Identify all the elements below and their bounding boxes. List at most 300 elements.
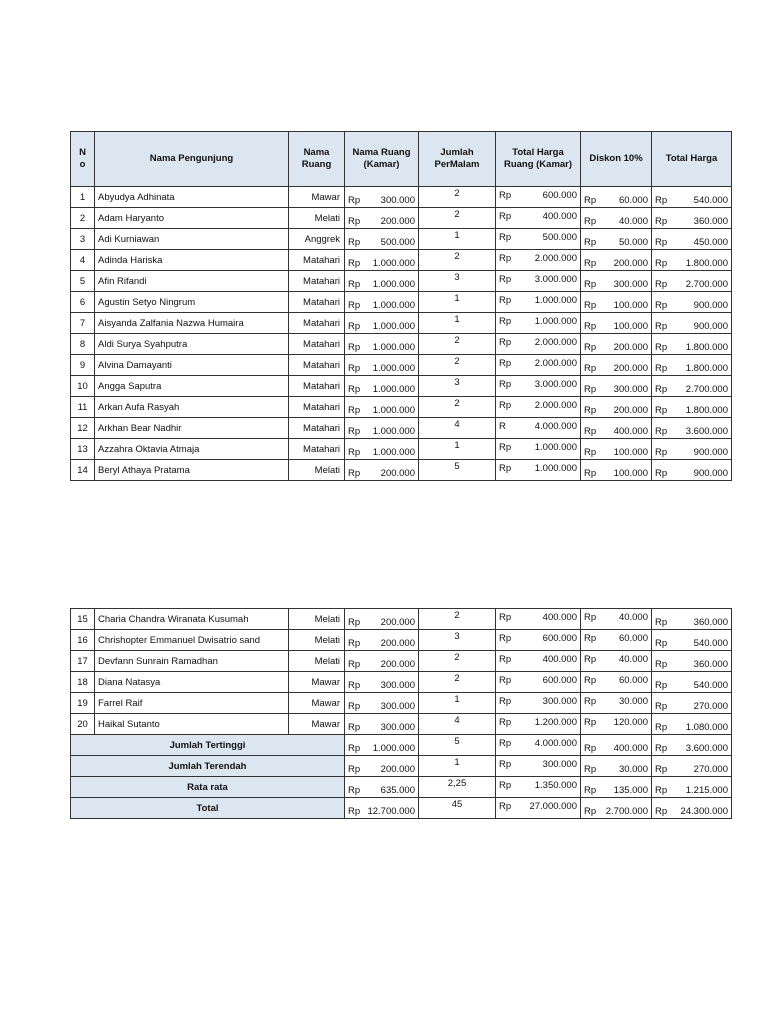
row-number: 5 xyxy=(71,271,95,292)
room-name: Mawar xyxy=(289,693,345,714)
currency-label: Rp xyxy=(655,617,668,628)
room-total xyxy=(496,271,581,292)
amount-value: 1.000.000 xyxy=(372,405,415,416)
currency-label: Rp xyxy=(348,722,361,733)
currency-label: Rp xyxy=(584,342,597,353)
summary-price xyxy=(345,798,419,819)
amount-value: 60.000 xyxy=(618,633,648,644)
amount-value: 360.000 xyxy=(693,617,728,628)
nights-value: 1 xyxy=(454,230,460,241)
currency-label: Rp xyxy=(348,321,361,332)
currency-label: Rp xyxy=(655,237,668,248)
currency-label: Rp xyxy=(348,659,361,670)
discount-amount xyxy=(581,397,652,418)
discount-amount xyxy=(581,271,652,292)
amount-value: 400.000 xyxy=(613,743,648,754)
grand-total xyxy=(652,355,732,376)
amount-value: 270.000 xyxy=(693,764,728,775)
summary-label: Total xyxy=(71,798,345,819)
currency-label: Rp xyxy=(499,801,512,812)
amount-value: 600.000 xyxy=(542,633,577,644)
amount-value: 270.000 xyxy=(693,701,728,712)
currency-label: Rp xyxy=(499,232,512,243)
discount-amount xyxy=(581,439,652,460)
currency-label: Rp xyxy=(655,300,668,311)
room-price xyxy=(345,334,419,355)
amount-value: 100.000 xyxy=(613,447,648,458)
summary-total xyxy=(496,777,581,798)
currency-label: Rp xyxy=(655,405,668,416)
summary-nights-value: 2,25 xyxy=(447,778,467,789)
room-name: Matahari xyxy=(289,250,345,271)
currency-label: Rp xyxy=(348,680,361,691)
currency-label: Rp xyxy=(584,237,597,248)
table-row xyxy=(71,313,732,334)
nights-count xyxy=(419,693,496,714)
room-price xyxy=(345,418,419,439)
table-row xyxy=(71,418,732,439)
summary-grand-total xyxy=(652,777,732,798)
nights-value: 2 xyxy=(454,673,460,684)
table-row xyxy=(71,651,732,672)
amount-value: 1.350.000 xyxy=(534,780,577,791)
row-number: 10 xyxy=(71,376,95,397)
grand-total xyxy=(652,460,732,481)
amount-value: 1.200.000 xyxy=(534,717,577,728)
nights-count xyxy=(419,229,496,250)
currency-label: Rp xyxy=(655,321,668,332)
nights-value: 2 xyxy=(454,356,460,367)
room-price xyxy=(345,187,419,208)
discount-amount xyxy=(581,672,652,693)
amount-value: 40.000 xyxy=(618,216,648,227)
currency-label: Rp xyxy=(348,638,361,649)
currency-label: Rp xyxy=(655,195,668,206)
amount-value: 1.000.000 xyxy=(372,447,415,458)
currency-label: Rp xyxy=(584,743,597,754)
amount-value: 3.600.000 xyxy=(685,743,728,754)
currency-label: Rp xyxy=(584,675,597,686)
room-price xyxy=(345,630,419,651)
amount-value: 100.000 xyxy=(613,468,648,479)
room-price xyxy=(345,229,419,250)
amount-value: 30.000 xyxy=(618,696,648,707)
currency-label: Rp xyxy=(584,195,597,206)
grand-total xyxy=(652,651,732,672)
grand-total xyxy=(652,208,732,229)
nights-count xyxy=(419,271,496,292)
discount-amount xyxy=(581,292,652,313)
nights-count xyxy=(419,714,496,735)
amount-value: 300.000 xyxy=(380,195,415,206)
row-number: 12 xyxy=(71,418,95,439)
amount-value: 1.000.000 xyxy=(534,295,577,306)
amount-value: 1.000.000 xyxy=(372,321,415,332)
summary-price xyxy=(345,735,419,756)
visitor-name: Farrel Raif xyxy=(95,693,289,714)
grand-total xyxy=(652,229,732,250)
currency-label: Rp xyxy=(584,806,597,817)
nights-value: 2 xyxy=(454,188,460,199)
amount-value: 2.700.000 xyxy=(685,384,728,395)
currency-label: Rp xyxy=(584,654,597,665)
room-total xyxy=(496,187,581,208)
discount-amount xyxy=(581,229,652,250)
currency-label: Rp xyxy=(584,363,597,374)
table-row xyxy=(71,376,732,397)
room-total xyxy=(496,229,581,250)
nights-value: 2 xyxy=(454,209,460,220)
summary-row xyxy=(71,798,732,819)
amount-value: 540.000 xyxy=(693,680,728,691)
nights-value: 3 xyxy=(454,377,460,388)
amount-value: 500.000 xyxy=(380,237,415,248)
amount-value: 100.000 xyxy=(613,321,648,332)
summary-row xyxy=(71,777,732,798)
amount-value: 635.000 xyxy=(380,785,415,796)
discount-amount xyxy=(581,418,652,439)
currency-label: Rp xyxy=(348,342,361,353)
room-total xyxy=(496,376,581,397)
visitor-name: Haikal Sutanto xyxy=(95,714,289,735)
amount-value: 3.000.000 xyxy=(534,379,577,390)
nights-count xyxy=(419,609,496,630)
currency-label: Rp xyxy=(655,342,668,353)
amount-value: 600.000 xyxy=(542,675,577,686)
table-row xyxy=(71,271,732,292)
room-price xyxy=(345,376,419,397)
summary-label: Jumlah Tertinggi xyxy=(71,735,345,756)
row-number: 7 xyxy=(71,313,95,334)
currency-label: Rp xyxy=(348,617,361,628)
nights-count xyxy=(419,418,496,439)
currency-label: Rp xyxy=(655,659,668,670)
summary-discount xyxy=(581,798,652,819)
amount-value: 360.000 xyxy=(693,659,728,670)
visitor-name: Adinda Hariska xyxy=(95,250,289,271)
nights-count xyxy=(419,651,496,672)
row-number: 11 xyxy=(71,397,95,418)
nights-value: 5 xyxy=(454,461,460,472)
nights-count xyxy=(419,250,496,271)
summary-discount xyxy=(581,735,652,756)
summary-row xyxy=(71,756,732,777)
currency-label: Rp xyxy=(655,722,668,733)
room-name: Matahari xyxy=(289,271,345,292)
amount-value: 2.700.000 xyxy=(685,279,728,290)
currency-label: Rp xyxy=(584,785,597,796)
nights-count xyxy=(419,672,496,693)
grand-total xyxy=(652,397,732,418)
currency-label: Rp xyxy=(348,426,361,437)
currency-label: Rp xyxy=(655,363,668,374)
row-number: 1 xyxy=(71,187,95,208)
amount-value: 450.000 xyxy=(693,237,728,248)
amount-value: 900.000 xyxy=(693,321,728,332)
header-grand-total: Total Harga xyxy=(652,132,732,187)
currency-label: Rp xyxy=(348,806,361,817)
table-row xyxy=(71,187,732,208)
header-name: Nama Pengunjung xyxy=(95,132,289,187)
nights-count xyxy=(419,460,496,481)
room-name: Matahari xyxy=(289,418,345,439)
amount-value: 1.000.000 xyxy=(372,426,415,437)
room-total xyxy=(496,439,581,460)
row-number: 20 xyxy=(71,714,95,735)
room-name: Mawar xyxy=(289,672,345,693)
room-total xyxy=(496,693,581,714)
room-name: Mawar xyxy=(289,187,345,208)
visitor-table-page2 xyxy=(70,608,732,819)
row-number: 3 xyxy=(71,229,95,250)
currency-label: Rp xyxy=(348,300,361,311)
discount-amount xyxy=(581,693,652,714)
currency-label: Rp xyxy=(584,612,597,623)
room-total xyxy=(496,609,581,630)
amount-value: 200.000 xyxy=(380,468,415,479)
room-total xyxy=(496,651,581,672)
room-total xyxy=(496,292,581,313)
currency-label: Rp xyxy=(499,295,512,306)
amount-value: 120.000 xyxy=(613,717,648,728)
amount-value: 1.080.000 xyxy=(685,722,728,733)
currency-label: Rp xyxy=(348,785,361,796)
row-number: 14 xyxy=(71,460,95,481)
currency-label: Rp xyxy=(655,785,668,796)
room-name: Matahari xyxy=(289,313,345,334)
amount-value: 1.800.000 xyxy=(685,363,728,374)
visitor-name: Alvina Damayanti xyxy=(95,355,289,376)
header-total: Total Harga Ruang (Kamar) xyxy=(496,132,581,187)
room-price xyxy=(345,439,419,460)
currency-label: Rp xyxy=(499,253,512,264)
currency-label: R xyxy=(499,421,506,432)
discount-amount xyxy=(581,376,652,397)
amount-value: 400.000 xyxy=(542,211,577,222)
nights-count xyxy=(419,292,496,313)
grand-total xyxy=(652,334,732,355)
amount-value: 12.700.000 xyxy=(367,806,415,817)
amount-value: 1.800.000 xyxy=(685,342,728,353)
discount-amount xyxy=(581,355,652,376)
discount-amount xyxy=(581,651,652,672)
nights-value: 4 xyxy=(454,419,460,430)
summary-row xyxy=(71,735,732,756)
row-number: 18 xyxy=(71,672,95,693)
grand-total xyxy=(652,418,732,439)
amount-value: 360.000 xyxy=(693,216,728,227)
header-no: N o xyxy=(71,132,95,187)
amount-value: 200.000 xyxy=(613,342,648,353)
summary-grand-total xyxy=(652,735,732,756)
amount-value: 2.700.000 xyxy=(605,806,648,817)
summary-nights xyxy=(419,777,496,798)
currency-label: Rp xyxy=(584,279,597,290)
nights-value: 2 xyxy=(454,335,460,346)
nights-count xyxy=(419,187,496,208)
room-total xyxy=(496,418,581,439)
currency-label: Rp xyxy=(584,405,597,416)
amount-value: 300.000 xyxy=(613,279,648,290)
amount-value: 900.000 xyxy=(693,300,728,311)
currency-label: Rp xyxy=(655,384,668,395)
nights-value: 1 xyxy=(454,440,460,451)
grand-total xyxy=(652,439,732,460)
room-total xyxy=(496,334,581,355)
room-total xyxy=(496,208,581,229)
room-price xyxy=(345,355,419,376)
amount-value: 300.000 xyxy=(380,680,415,691)
summary-nights xyxy=(419,735,496,756)
amount-value: 200.000 xyxy=(613,363,648,374)
currency-label: Rp xyxy=(499,400,512,411)
room-name: Anggrek xyxy=(289,229,345,250)
amount-value: 200.000 xyxy=(613,258,648,269)
currency-label: Rp xyxy=(584,633,597,644)
room-name: Matahari xyxy=(289,355,345,376)
currency-label: Rp xyxy=(348,384,361,395)
amount-value: 3.000.000 xyxy=(534,274,577,285)
currency-label: Rp xyxy=(348,216,361,227)
amount-value: 60.000 xyxy=(618,675,648,686)
currency-label: Rp xyxy=(655,258,668,269)
amount-value: 2.000.000 xyxy=(534,400,577,411)
currency-label: Rp xyxy=(584,321,597,332)
summary-grand-total xyxy=(652,756,732,777)
summary-label: Jumlah Terendah xyxy=(71,756,345,777)
amount-value: 27.000.000 xyxy=(529,801,577,812)
nights-count xyxy=(419,376,496,397)
discount-amount xyxy=(581,460,652,481)
amount-value: 200.000 xyxy=(380,216,415,227)
amount-value: 1.215.000 xyxy=(685,785,728,796)
amount-value: 1.000.000 xyxy=(372,363,415,374)
discount-amount xyxy=(581,714,652,735)
nights-count xyxy=(419,208,496,229)
currency-label: Rp xyxy=(348,237,361,248)
currency-label: Rp xyxy=(655,468,668,479)
currency-label: Rp xyxy=(655,279,668,290)
amount-value: 300.000 xyxy=(542,759,577,770)
currency-label: Rp xyxy=(499,654,512,665)
room-name: Melati xyxy=(289,651,345,672)
currency-label: Rp xyxy=(655,680,668,691)
grand-total xyxy=(652,714,732,735)
nights-value: 2 xyxy=(454,251,460,262)
visitor-name: Chrishopter Emmanuel Dwisatrio sand xyxy=(95,630,289,651)
amount-value: 24.300.000 xyxy=(680,806,728,817)
room-price xyxy=(345,460,419,481)
summary-price xyxy=(345,756,419,777)
room-price xyxy=(345,250,419,271)
room-total xyxy=(496,460,581,481)
row-number: 6 xyxy=(71,292,95,313)
header-discount: Diskon 10% xyxy=(581,132,652,187)
currency-label: Rp xyxy=(655,743,668,754)
currency-label: Rp xyxy=(499,717,512,728)
currency-label: Rp xyxy=(655,638,668,649)
room-name: Matahari xyxy=(289,439,345,460)
nights-count xyxy=(419,439,496,460)
table-row xyxy=(71,630,732,651)
amount-value: 300.000 xyxy=(380,722,415,733)
room-name: Matahari xyxy=(289,292,345,313)
table-row xyxy=(71,460,732,481)
amount-value: 1.000.000 xyxy=(372,384,415,395)
currency-label: Rp xyxy=(584,468,597,479)
amount-value: 300.000 xyxy=(613,384,648,395)
amount-value: 200.000 xyxy=(380,638,415,649)
nights-value: 4 xyxy=(454,715,460,726)
currency-label: Rp xyxy=(584,258,597,269)
room-price xyxy=(345,208,419,229)
room-name: Matahari xyxy=(289,376,345,397)
table-row xyxy=(71,672,732,693)
room-total xyxy=(496,250,581,271)
nights-count xyxy=(419,355,496,376)
room-total xyxy=(496,313,581,334)
row-number: 13 xyxy=(71,439,95,460)
room-price xyxy=(345,672,419,693)
amount-value: 135.000 xyxy=(613,785,648,796)
discount-amount xyxy=(581,609,652,630)
room-name: Matahari xyxy=(289,397,345,418)
summary-total xyxy=(496,735,581,756)
table-row xyxy=(71,714,732,735)
grand-total xyxy=(652,313,732,334)
amount-value: 540.000 xyxy=(693,638,728,649)
currency-label: Rp xyxy=(499,211,512,222)
discount-amount xyxy=(581,208,652,229)
room-total xyxy=(496,672,581,693)
amount-value: 40.000 xyxy=(618,612,648,623)
header-room: Nama Ruang xyxy=(289,132,345,187)
currency-label: Rp xyxy=(655,701,668,712)
amount-value: 200.000 xyxy=(613,405,648,416)
row-number: 16 xyxy=(71,630,95,651)
amount-value: 400.000 xyxy=(542,612,577,623)
row-number: 4 xyxy=(71,250,95,271)
currency-label: Rp xyxy=(499,337,512,348)
amount-value: 900.000 xyxy=(693,468,728,479)
summary-nights xyxy=(419,756,496,777)
amount-value: 4.000.000 xyxy=(534,738,577,749)
amount-value: 50.000 xyxy=(618,237,648,248)
header-nights: Jumlah PerMalam xyxy=(419,132,496,187)
table-row xyxy=(71,397,732,418)
amount-value: 1.000.000 xyxy=(372,258,415,269)
amount-value: 200.000 xyxy=(380,659,415,670)
nights-count xyxy=(419,397,496,418)
grand-total xyxy=(652,250,732,271)
row-number: 17 xyxy=(71,651,95,672)
grand-total xyxy=(652,271,732,292)
currency-label: Rp xyxy=(499,463,512,474)
nights-value: 2 xyxy=(454,610,460,621)
amount-value: 2.000.000 xyxy=(534,358,577,369)
visitor-name: Angga Saputra xyxy=(95,376,289,397)
room-price xyxy=(345,609,419,630)
nights-count xyxy=(419,313,496,334)
amount-value: 1.000.000 xyxy=(372,279,415,290)
currency-label: Rp xyxy=(348,363,361,374)
currency-label: Rp xyxy=(348,405,361,416)
currency-label: Rp xyxy=(655,764,668,775)
amount-value: 4.000.000 xyxy=(534,421,577,432)
currency-label: Rp xyxy=(584,447,597,458)
discount-amount xyxy=(581,313,652,334)
currency-label: Rp xyxy=(348,279,361,290)
